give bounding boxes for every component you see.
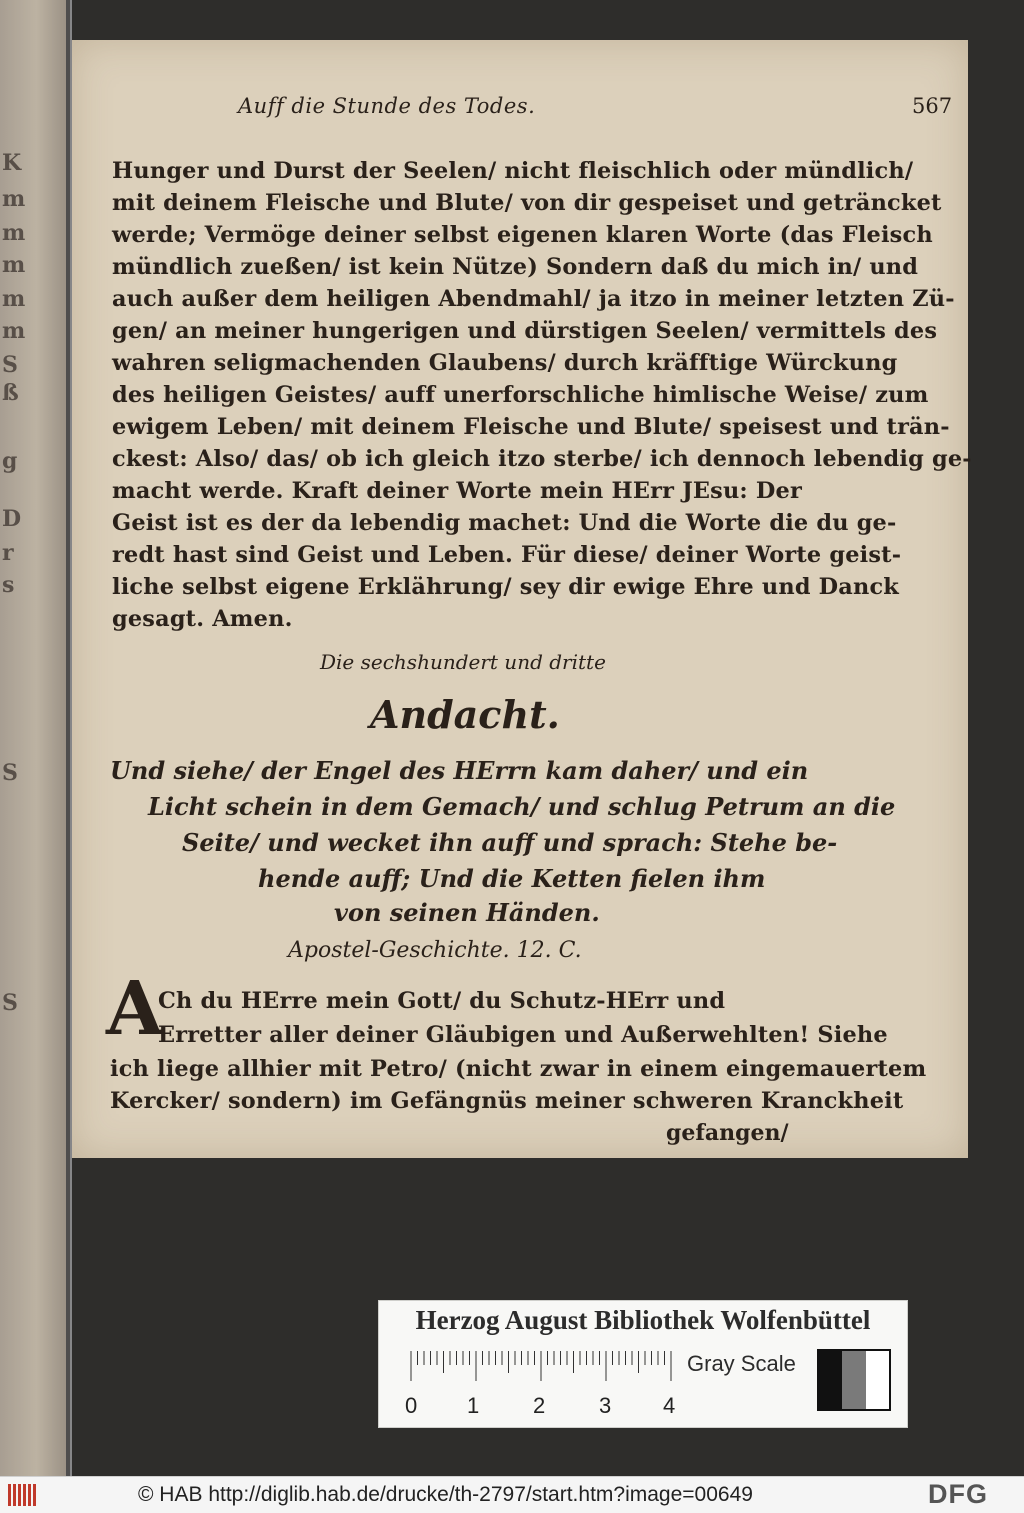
logo-bar	[13, 1484, 16, 1506]
page-number: 567	[912, 94, 953, 118]
gray-scale-label: Gray Scale	[687, 1351, 796, 1376]
prayer-line: ich liege allhier mit Petro/ (nicht zwar in einem eingemauertem	[110, 1056, 927, 1082]
body-line: Hunger und Durst der Seelen/ nicht fleischlich oder mündlich/	[112, 158, 914, 184]
section-intro: Die sechshundert und dritte	[320, 650, 606, 674]
footer-bar	[0, 1476, 1024, 1513]
verse-line: Licht schein in dem Gemach/ und schlug Petrum an die	[148, 792, 896, 821]
logo-bar	[18, 1484, 21, 1506]
body-line: mit deinem Fleische und Blute/ von dir gespeiset und geträncket	[112, 190, 942, 216]
section-title: Andacht.	[370, 692, 560, 737]
edge-glyph: D	[2, 506, 22, 532]
edge-glyph: ß	[2, 380, 19, 406]
dfg-logo: DFG	[928, 1479, 988, 1509]
logo-bar	[23, 1484, 26, 1506]
plastic-cover-sheet	[0, 0, 72, 1476]
edge-glyph: s	[2, 572, 15, 598]
verse-line: Seite/ und wecket ihn auff und sprach: Stehe be-	[182, 828, 838, 857]
edge-glyph: S	[2, 352, 18, 378]
body-line: mündlich zueßen/ ist kein Nütze) Sondern daß du mich in/ und	[112, 254, 919, 280]
catchword: gefangen/	[666, 1120, 789, 1146]
gray-swatch-mid	[842, 1351, 865, 1409]
body-line: macht werde. Kraft deiner Worte mein HErr JEsu: Der	[112, 478, 802, 504]
edge-glyph: S	[2, 760, 18, 786]
footer-credit-link[interactable]: © HAB http://diglib.hab.de/drucke/th-2797/start.htm?image=00649	[138, 1483, 753, 1506]
verse-line: Und siehe/ der Engel des HErrn kam daher/ und ein	[110, 756, 809, 785]
body-line: Geist ist es der da lebendig machet: Und die Worte die du ge-	[112, 510, 897, 536]
ruler-number: 4	[663, 1393, 675, 1415]
edge-glyph: K	[2, 150, 22, 176]
edge-glyph: r	[2, 540, 14, 566]
edge-glyph: S	[2, 990, 18, 1016]
plate-title: Herzog August Bibliothek Wolfenbüttel	[415, 1305, 871, 1335]
body-line: werde; Vermöge deiner selbst eigenen klaren Worte (das Fleisch	[112, 222, 933, 248]
verse-line: hende auff; Und die Ketten fielen ihm	[258, 864, 766, 893]
edge-glyph: m	[2, 286, 26, 312]
prayer-line: Kercker/ sondern) im Gefängnüs meiner schweren Kranckheit	[110, 1088, 904, 1114]
logo-bar	[28, 1484, 31, 1506]
body-line: liche selbst eigene Erklährung/ sey dir ewige Ehre und Danck	[112, 574, 900, 600]
edge-glyph: m	[2, 220, 26, 246]
running-head: Auff die Stunde des Todes.	[238, 94, 536, 118]
body-line: ckest: Also/ das/ ob ich gleich itzo sterbe/ ich dennoch lebendig ge-	[112, 446, 972, 472]
ruler-number: 3	[599, 1393, 612, 1415]
body-line: gen/ an meiner hungerigen und dürstigen Seelen/ vermittels des	[112, 318, 938, 344]
body-line: redt hast sind Geist und Leben. Für diese/ deiner Worte geist-	[112, 542, 902, 568]
gray-scale-swatches	[817, 1349, 891, 1411]
prayer-line: Erretter aller deiner Gläubigen und Außerwehlten! Siehe	[158, 1022, 888, 1048]
drop-cap-initial: A	[106, 966, 164, 1052]
scripture-reference: Apostel-Geschichte. 12. C.	[288, 938, 582, 963]
logo-bar	[8, 1484, 11, 1506]
ruler-number: 2	[533, 1393, 546, 1415]
edge-glyph: g	[2, 448, 18, 474]
gray-swatch-white	[866, 1351, 889, 1409]
prayer-line: Ch du HErre mein Gott/ du Schutz-HErr und	[158, 988, 726, 1014]
edge-glyph: m	[2, 252, 26, 278]
hab-logo-icon	[6, 1481, 40, 1509]
edge-glyph: m	[2, 186, 26, 212]
body-line: ewigem Leben/ mit deinem Fleische und Blute/ speisest und trän-	[112, 414, 950, 440]
edge-glyph: m	[2, 318, 26, 344]
body-line: gesagt. Amen.	[112, 606, 293, 632]
library-scale-plate	[378, 1300, 908, 1428]
verse-line: von seinen Händen.	[334, 898, 600, 927]
body-line: wahren seligmachenden Glaubens/ durch kräfftige Würckung	[112, 350, 898, 376]
gray-swatch-black	[819, 1351, 842, 1409]
ruler	[405, 1349, 675, 1415]
ruler-number: 0	[405, 1393, 418, 1415]
body-line: des heiligen Geistes/ auff unerforschliche himlische Weise/ zum	[112, 382, 929, 408]
body-line: auch außer dem heiligen Abendmahl/ ja itzo in meiner letzten Zü-	[112, 286, 955, 312]
ruler-number: 1	[467, 1393, 480, 1415]
logo-bar	[33, 1484, 36, 1506]
